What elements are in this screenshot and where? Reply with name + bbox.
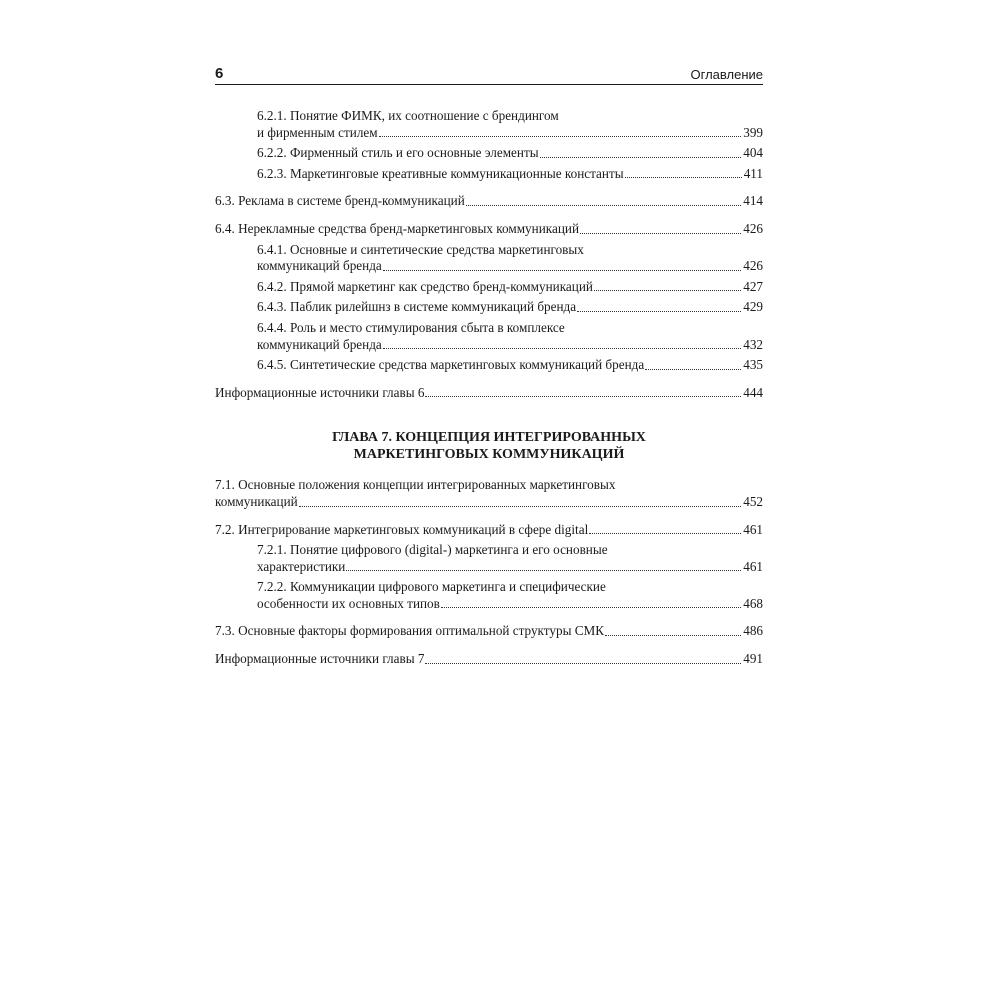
dot-leader [383, 270, 741, 271]
toc-entry-6-4-5[interactable] [215, 357, 763, 374]
toc-entry-text: 6.3. Реклама в системе бренд-коммуникаций [215, 193, 465, 209]
toc-entry-6-4-1[interactable] [215, 242, 763, 275]
chapter-heading-line: ГЛАВА 7. КОНЦЕПЦИЯ ИНТЕГРИРОВАННЫХ [332, 430, 646, 446]
toc-page-number: 432 [743, 336, 763, 352]
dot-leader [540, 157, 742, 158]
toc-entry-text: 7.2. Интегрирование маркетинговых коммуникаций в сфере digital [215, 521, 589, 537]
toc-page-number: 414 [743, 193, 763, 209]
toc-page-number: 399 [743, 124, 763, 140]
toc-entry-text: и фирменным стилем [257, 124, 378, 140]
toc-entry-text: Информационные источники главы 7 [215, 651, 425, 667]
toc-entry-6-2-2[interactable] [215, 145, 763, 162]
toc-entry-text: 7.1. Основные положения концепции интегрированных маркетинговых [215, 477, 616, 493]
toc-entry-text: 6.4. Нерекламные средства бренд-маркетинговых коммуникаций [215, 220, 579, 236]
toc-entry-text: коммуникаций бренда [257, 258, 382, 274]
dot-leader [441, 607, 741, 608]
toc-entry-text: 7.2.2. Коммуникации цифрового маркетинга и специфические [257, 579, 606, 595]
toc-page-number: 435 [743, 357, 763, 373]
toc-entry-6-4[interactable] [215, 221, 763, 238]
dot-leader [383, 348, 741, 349]
dot-leader [645, 369, 741, 370]
dot-leader [577, 311, 741, 312]
dot-leader [589, 533, 741, 534]
toc-page-number: 491 [743, 651, 763, 667]
toc-entry-text: 6.2.3. Маркетинговые креативные коммуникационные константы [257, 165, 624, 181]
toc-entry-6-4-3[interactable] [215, 299, 763, 316]
toc-entry-text: коммуникаций бренда [257, 336, 382, 352]
toc-entry-7-2-1[interactable] [215, 542, 763, 575]
toc-page-number: 468 [743, 595, 763, 611]
toc-page-number: 427 [743, 278, 763, 294]
running-title: Оглавление [690, 67, 763, 82]
toc-entry-6-2-1[interactable] [215, 108, 763, 141]
toc-page-number: 461 [743, 521, 763, 537]
dot-leader [605, 635, 741, 636]
toc-entry-text: 6.4.3. Паблик рилейшнз в системе коммуникаций бренда [257, 299, 577, 315]
toc-entry-6-3[interactable] [215, 193, 763, 210]
dot-leader [425, 396, 741, 397]
chapter-7-heading[interactable] [215, 429, 763, 463]
toc-page-number: 452 [743, 493, 763, 509]
chapter-heading-line: МАРКЕТИНГОВЫХ КОММУНИКАЦИЙ [353, 447, 625, 463]
dot-leader [379, 136, 742, 137]
toc-page-number: 486 [743, 623, 763, 639]
toc-entry-text: 6.2.1. Понятие ФИМК, их соотношение с брендингом [257, 108, 559, 123]
page-number: 6 [215, 65, 224, 82]
table-of-contents [215, 108, 763, 668]
dot-leader [299, 506, 742, 507]
toc-entry-7-2[interactable] [215, 522, 763, 539]
toc-entry-7-2-2[interactable] [215, 579, 763, 612]
toc-entry-text: 6.2.2. Фирменный стиль и его основные элементы [257, 145, 539, 161]
toc-entry-7-3[interactable] [215, 623, 763, 640]
toc-entry-6-4-2[interactable] [215, 279, 763, 296]
toc-page-number: 444 [743, 384, 763, 400]
toc-page-number: 426 [743, 258, 763, 274]
toc-entry-text: 7.3. Основные факторы формирования оптимальной структуры СМК [215, 623, 605, 639]
toc-entry-text: 7.2.1. Понятие цифрового (digital-) маркетинга и его основные [257, 542, 608, 558]
toc-entry-6-2-3[interactable] [215, 166, 763, 183]
toc-entry-text: 6.4.2. Прямой маркетинг как средство бренд-коммуникаций [257, 278, 593, 294]
dot-leader [580, 233, 741, 234]
toc-entry-7-1[interactable] [215, 477, 763, 510]
dot-leader [346, 570, 741, 571]
toc-entry-text: 6.4.4. Роль и место стимулирования сбыта в комплексе [257, 319, 565, 335]
toc-entry-text: 6.4.1. Основные и синтетические средства маркетинговых [257, 241, 584, 257]
toc-entry-text: 6.4.5. Синтетические средства маркетинговых коммуникаций бренда [257, 357, 645, 373]
toc-entry-sources-ch7[interactable] [215, 651, 763, 668]
book-page [215, 62, 763, 668]
toc-page-number: 404 [743, 145, 763, 161]
toc-entry-6-4-4[interactable] [215, 320, 763, 353]
dot-leader [594, 290, 741, 291]
dot-leader [466, 205, 741, 206]
toc-page-number: 429 [743, 299, 763, 315]
toc-page-number: 461 [743, 558, 763, 574]
toc-entry-text: особенности их основных типов [257, 595, 440, 611]
dot-leader [425, 663, 741, 664]
toc-entry-text: коммуникаций [215, 493, 298, 509]
running-header [215, 62, 763, 85]
dot-leader [625, 177, 742, 178]
toc-entry-text: характеристики [257, 558, 346, 574]
toc-page-number: 426 [743, 220, 763, 236]
toc-page-number: 411 [743, 165, 763, 181]
toc-entry-text: Информационные источники главы 6 [215, 384, 425, 400]
toc-entry-sources-ch6[interactable] [215, 385, 763, 402]
